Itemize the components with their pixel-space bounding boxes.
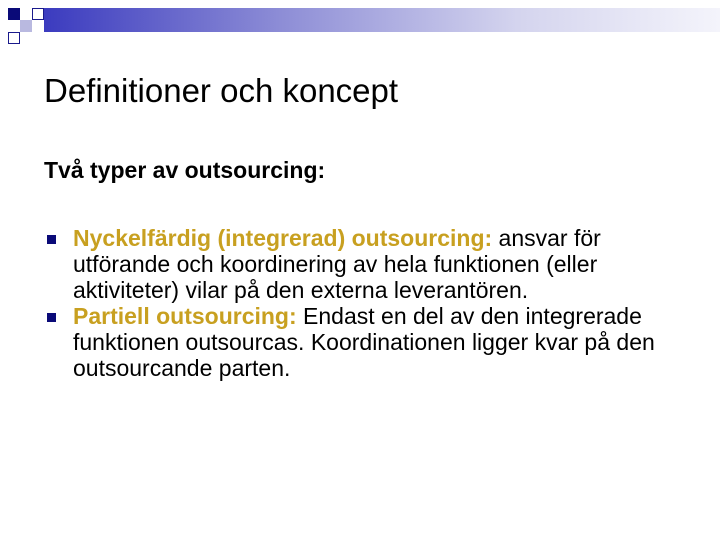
square-bullet-icon [47, 235, 56, 244]
bullet-term: Nyckelfärdig (integrerad) outsourcing: [73, 225, 493, 251]
bullet-item [44, 303, 684, 381]
bullet-text: ansvar för utförande och koordinering av hela funktionen (eller aktiviteter) vilar på den externa leverantören. [73, 225, 601, 303]
decorative-square-outline [32, 8, 44, 20]
bullet-item [44, 225, 684, 303]
slide-title: Definitioner och koncept [44, 72, 399, 109]
bullet-term: Partiell outsourcing: [73, 303, 297, 329]
decorative-square [20, 20, 32, 32]
square-bullet-icon [47, 313, 56, 322]
decorative-square-outline [8, 32, 20, 44]
decorative-square [20, 8, 32, 20]
decorative-square [8, 8, 20, 20]
bullet-text: Endast en del av den integrerade funktionen outsourcas. Koordinationen ligger kvar på den outsourcande parten. [73, 303, 655, 381]
bullet-list [44, 225, 684, 381]
slide-subtitle: Två typer av outsourcing: [44, 157, 326, 183]
header-gradient-bar [44, 8, 720, 32]
